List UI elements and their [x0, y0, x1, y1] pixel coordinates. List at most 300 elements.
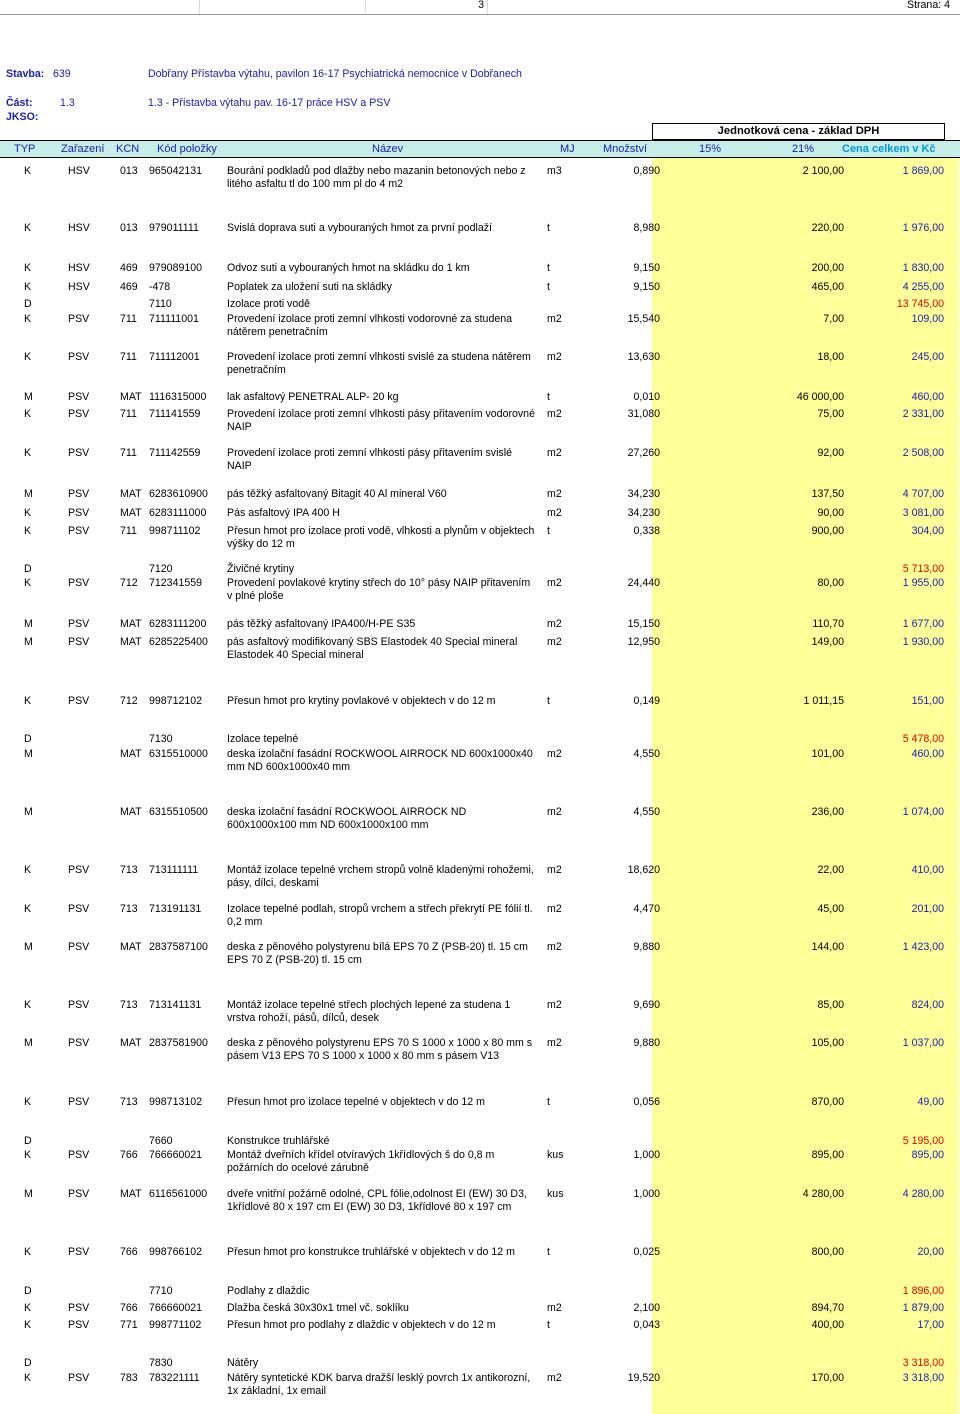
- cell-mj: t: [547, 1096, 550, 1108]
- cell-total: 1 037,00: [902, 1037, 944, 1049]
- cell-kcn: 713: [120, 903, 138, 915]
- cell-zarazeni: PSV: [68, 618, 90, 630]
- cell-kcn: 771: [120, 1319, 138, 1331]
- cell-zarazeni: PSV: [68, 1246, 90, 1258]
- header-cell: [0, 0, 200, 14]
- cell-total: 3 318,00: [902, 1357, 944, 1369]
- cell-kod: 766660021: [149, 1302, 203, 1314]
- col-21: 21%: [792, 143, 815, 155]
- cell-typ: K: [24, 1319, 32, 1331]
- stavba-name: Dobřany Přístavba výtahu, pavilon 16-17 Psychiatrická nemocnice v Dobřanech: [148, 68, 522, 80]
- cell-kod: 7110: [149, 298, 172, 310]
- cell-kod: 6116561000: [149, 1188, 208, 1200]
- cell-kod: 1116315000: [149, 391, 207, 403]
- cell-mnozstvi: 2,100: [633, 1302, 660, 1314]
- cell-kod: 6315510500: [149, 806, 208, 818]
- cell-nazev: Svislá doprava suti a vybouraných hmot za první podlaží: [227, 222, 492, 234]
- cell-total: 1 879,00: [902, 1302, 944, 1314]
- cell-typ: D: [24, 298, 32, 310]
- cell-mnozstvi: 0,056: [633, 1096, 660, 1108]
- col-nazev: Název: [372, 143, 404, 155]
- cell-kcn: MAT: [120, 618, 142, 630]
- cell-total: 4 280,00: [902, 1188, 944, 1200]
- cell-nazev: Odvoz suti a vybouraných hmot na skládku do 1 km: [227, 262, 470, 274]
- cell-total: 1 677,00: [902, 618, 944, 630]
- cell-total: 1 930,00: [902, 636, 944, 648]
- cell-kod: 965042131: [149, 165, 203, 177]
- col-typ: TYP: [14, 143, 36, 155]
- cell-typ: M: [24, 748, 33, 760]
- cell-total: 460,00: [911, 748, 944, 760]
- cell-total: 824,00: [911, 999, 944, 1011]
- cell-kcn: MAT: [120, 391, 142, 403]
- cell-mnozstvi: 19,520: [627, 1372, 660, 1384]
- cell-mj: t: [547, 262, 550, 274]
- cell-zarazeni: PSV: [68, 488, 90, 500]
- cell-mj: m2: [547, 507, 562, 519]
- cell-mnozstvi: 1,000: [633, 1188, 660, 1200]
- cell-kod: 7130: [149, 733, 173, 745]
- cell-typ: K: [24, 408, 32, 420]
- cell-total: 109,00: [911, 313, 944, 325]
- cell-typ: M: [24, 636, 33, 648]
- cell-kcn: 783: [120, 1372, 138, 1384]
- cell-zarazeni: PSV: [68, 1096, 90, 1108]
- cell-nazev: pás těžký asfaltovaný IPA400/H-PE S35: [227, 618, 416, 630]
- cell-typ: D: [24, 1135, 32, 1147]
- cell-unit-price: 7,00: [823, 313, 844, 325]
- cell-mnozstvi: 12,950: [627, 636, 660, 648]
- cell-total: 151,00: [911, 695, 944, 707]
- cell-mj: m2: [547, 864, 562, 876]
- cell-typ: D: [24, 733, 32, 745]
- cell-mj: m2: [547, 903, 562, 915]
- cell-mj: m2: [547, 488, 562, 500]
- cell-kcn: 711: [120, 525, 137, 537]
- cell-mnozstvi: 34,230: [627, 488, 660, 500]
- cell-nazev: deska izolační fasádní ROCKWOOL AIRROCK ND 600x1000x100 mm ND 600x1000x100 mm: [227, 806, 467, 831]
- cell-unit-price: 46 000,00: [796, 391, 844, 403]
- cell-kcn: 713: [120, 1096, 138, 1108]
- cell-kod: 998771102: [149, 1319, 202, 1331]
- cell-unit-price: 75,00: [817, 408, 844, 420]
- cell-mnozstvi: 9,150: [633, 262, 660, 274]
- cell-kcn: 013: [120, 165, 138, 177]
- cell-kod: 7660: [149, 1135, 173, 1147]
- cell-kod: 711142559: [149, 447, 201, 459]
- cell-zarazeni: PSV: [68, 941, 90, 953]
- cell-zarazeni: PSV: [68, 391, 90, 403]
- cell-nazev: Přesun hmot pro krytiny povlakové v objektech v do 12 m: [227, 695, 496, 707]
- cell-typ: K: [24, 864, 32, 876]
- cell-total: 1 896,00: [902, 1285, 944, 1297]
- cell-kod: 6283111200: [149, 618, 207, 630]
- cell-nazev: Přesun hmot pro podlahy z dlaždic v objektech v do 12 m: [227, 1319, 496, 1331]
- cell-nazev: Provedení izolace proti zemní vlhkosti pásy přitavením vodorovné NAIP: [227, 408, 535, 433]
- cell-nazev: pás těžký asfaltovaný Bitagit 40 Al mineral V60: [227, 488, 447, 500]
- cell-kcn: 469: [120, 262, 138, 274]
- cell-mj: m2: [547, 447, 562, 459]
- cell-mj: t: [547, 525, 550, 537]
- cell-unit-price: 45,00: [817, 903, 844, 915]
- cell-zarazeni: PSV: [68, 1319, 90, 1331]
- cell-mnozstvi: 4,470: [633, 903, 660, 915]
- cell-total: 1 869,00: [902, 165, 944, 177]
- cell-mj: m2: [547, 408, 562, 420]
- cell-zarazeni: PSV: [68, 1302, 90, 1314]
- cell-unit-price: 80,00: [817, 577, 844, 589]
- cell-typ: K: [24, 222, 32, 234]
- cell-total: 13 745,00: [896, 298, 944, 310]
- cell-mj: m2: [547, 351, 562, 363]
- cell-mnozstvi: 0,149: [633, 695, 660, 707]
- col-zarazeni: Zařazení: [61, 143, 105, 155]
- cell-mnozstvi: 1,000: [633, 1149, 660, 1161]
- cell-mj: t: [547, 695, 550, 707]
- cell-total: 3 318,00: [902, 1372, 944, 1384]
- cell-mj: t: [547, 391, 550, 403]
- cell-nazev: Provedení izolace proti zemní vlhkosti vodorovné za studena nátěrem penetračním: [227, 313, 513, 338]
- cell-total: 4 255,00: [902, 281, 944, 293]
- cell-typ: K: [24, 262, 32, 274]
- cell-zarazeni: PSV: [68, 1037, 90, 1049]
- cell-kcn: MAT: [120, 806, 142, 818]
- cell-kod: 6283111000: [149, 507, 207, 519]
- cell-kod: 7830: [149, 1357, 173, 1369]
- page-label: Strana: 4: [907, 0, 950, 11]
- cell-mnozstvi: 31,080: [627, 408, 660, 420]
- cell-total: 304,00: [911, 525, 944, 537]
- cell-nazev: Podlahy z dlaždic: [227, 1285, 310, 1297]
- cell-kod: 711141559: [149, 408, 201, 420]
- cell-zarazeni: HSV: [68, 281, 90, 293]
- cell-typ: K: [24, 999, 32, 1011]
- cell-nazev: Konstrukce truhlářské: [227, 1135, 330, 1147]
- cell-typ: K: [24, 1096, 32, 1108]
- cell-total: 1 830,00: [902, 262, 944, 274]
- cell-nazev: Přesun hmot pro izolace proti vodě, vlhkosti a plynům v objektech výšky do 12 m: [227, 525, 535, 550]
- cell-typ: K: [24, 695, 32, 707]
- cell-kod: 712341559: [149, 577, 203, 589]
- cell-unit-price: 1 011,15: [803, 695, 844, 707]
- cell-zarazeni: PSV: [68, 999, 90, 1011]
- cell-mnozstvi: 4,550: [633, 748, 660, 760]
- cell-mj: kus: [547, 1188, 564, 1200]
- col-kod: Kód položky: [157, 143, 217, 155]
- cell-kcn: MAT: [120, 488, 142, 500]
- cell-kod: 998712102: [149, 695, 203, 707]
- cell-total: 5 478,00: [902, 733, 944, 745]
- cell-nazev: Přesun hmot pro izolace tepelné v objektech v do 12 m: [227, 1096, 485, 1108]
- cell-unit-price: 105,00: [811, 1037, 844, 1049]
- cell-total: 245,00: [911, 351, 944, 363]
- cell-nazev: Pás asfaltový IPA 400 H: [227, 507, 340, 519]
- cell-mnozstvi: 0,338: [633, 525, 660, 537]
- cell-unit-price: 800,00: [811, 1246, 844, 1258]
- cell-zarazeni: PSV: [68, 864, 90, 876]
- cell-zarazeni: PSV: [68, 525, 90, 537]
- cell-total: 4 707,00: [902, 488, 944, 500]
- cell-nazev: Montáž dveřních křídel otvíravých 1křídlových š do 0,8 m požárních do ocelové zárubně: [227, 1149, 495, 1174]
- cell-mnozstvi: 0,043: [633, 1319, 660, 1331]
- cell-nazev: Bourání podkladů pod dlažby nebo mazanin betonových nebo z litého asfaltu tl do 100 mm pl do 4 m2: [227, 165, 526, 190]
- cell-nazev: Provedení povlakové krytiny střech do 10° pásy NAIP přitavením v plné ploše: [227, 577, 531, 602]
- cell-nazev: Montáž izolace tepelné vrchem stropů volně kladenými rohožemi, pásy, dílci, deskami: [227, 864, 534, 889]
- cell-unit-price: 110,70: [812, 618, 844, 630]
- unit-price-column-highlight: [652, 158, 959, 1414]
- col-cena-celkem: Cena celkem v Kč: [842, 143, 936, 155]
- cell-unit-price: 22,00: [817, 864, 844, 876]
- cell-nazev: Provedení izolace proti zemní vlhkosti svislé za studena nátěrem penetračním: [227, 351, 531, 376]
- cell-zarazeni: PSV: [68, 903, 90, 915]
- cell-mnozstvi: 15,540: [627, 313, 660, 325]
- cell-kod: 979089100: [149, 262, 203, 274]
- cell-kod: 998713102: [149, 1096, 203, 1108]
- cell-kod: 7120: [149, 563, 173, 575]
- cell-unit-price: 85,00: [817, 999, 844, 1011]
- cell-mj: t: [547, 1319, 550, 1331]
- cell-zarazeni: PSV: [68, 636, 90, 648]
- cell-unit-price: 92,00: [817, 447, 844, 459]
- cell-kod: 2837581900: [149, 1037, 208, 1049]
- cell-mnozstvi: 13,630: [627, 351, 660, 363]
- cell-nazev: deska z pěnového polystyrenu EPS 70 S 1000 x 1000 x 80 mm s pásem V13 EPS 70 S 1000 x 1000 x 80 mm s pásem V13: [227, 1037, 533, 1062]
- cell-kcn: 766: [120, 1246, 138, 1258]
- cell-mnozstvi: 8,980: [633, 222, 660, 234]
- cell-nazev: Provedení izolace proti zemní vlhkosti pásy přitavením svislé NAIP: [227, 447, 512, 472]
- cell-typ: M: [24, 1188, 33, 1200]
- cell-zarazeni: HSV: [68, 262, 90, 274]
- cell-mj: t: [547, 281, 550, 293]
- cell-total: 1 976,00: [902, 222, 944, 234]
- column-header-row: [0, 140, 960, 158]
- cell-kcn: 711: [120, 408, 137, 420]
- cell-total: 410,00: [911, 864, 944, 876]
- cell-total: 1 074,00: [902, 806, 944, 818]
- cast-label: Část:: [6, 97, 33, 109]
- col-mnozstvi: Množství: [603, 143, 648, 155]
- cell-mnozstvi: 0,010: [633, 391, 660, 403]
- cell-kod: 713191131: [149, 903, 202, 915]
- cast-code: 1.3: [60, 97, 75, 109]
- cell-total: 2 331,00: [902, 408, 944, 420]
- cell-kcn: MAT: [120, 636, 142, 648]
- cell-zarazeni: PSV: [68, 1372, 90, 1384]
- cell-typ: K: [24, 165, 32, 177]
- cell-kcn: 713: [120, 999, 138, 1011]
- cell-unit-price: 220,00: [811, 222, 844, 234]
- cell-zarazeni: PSV: [68, 447, 90, 459]
- jkso-label: JKSO:: [6, 111, 39, 123]
- cell-nazev: deska z pěnového polystyrenu bílá EPS 70 Z (PSB-20) tl. 15 cm EPS 70 Z (PSB-20) tl. 15 cm: [227, 941, 528, 966]
- cell-mj: m2: [547, 806, 562, 818]
- cell-zarazeni: PSV: [68, 507, 90, 519]
- cell-kod: 998711102: [149, 525, 201, 537]
- cell-mj: m2: [547, 1037, 562, 1049]
- cell-typ: K: [24, 507, 32, 519]
- cell-nazev: lak asfaltový PENETRAL ALP- 20 kg: [227, 391, 399, 403]
- cell-nazev: Dlažba česká 30x30x1 tmel vč. soklíku: [227, 1302, 409, 1314]
- cell-total: 3 081,00: [902, 507, 944, 519]
- unit-price-group-header: Jednotková cena - základ DPH: [652, 123, 945, 140]
- cell-nazev: Izolace tepelné podlah, stropů vrchem a střech překrytí PE fólií tl. 0,2 mm: [227, 903, 533, 928]
- cell-kcn: 766: [120, 1302, 138, 1314]
- cell-kod: 7710: [149, 1285, 173, 1297]
- cell-mj: m2: [547, 577, 562, 589]
- cell-typ: D: [24, 1285, 32, 1297]
- cast-name: 1.3 - Přístavba výtahu pav. 16-17 práce HSV a PSV: [148, 97, 391, 109]
- cell-mnozstvi: 34,230: [627, 507, 660, 519]
- cell-kod: 6283610900: [149, 488, 208, 500]
- cell-kod: 6315510000: [149, 748, 208, 760]
- cell-typ: M: [24, 806, 33, 818]
- cell-typ: K: [24, 525, 32, 537]
- cell-typ: M: [24, 1037, 33, 1049]
- cell-kcn: 712: [120, 577, 138, 589]
- cell-mj: m2: [547, 618, 562, 630]
- cell-kcn: 013: [120, 222, 138, 234]
- cell-kcn: 766: [120, 1149, 138, 1161]
- cell-typ: K: [24, 1302, 32, 1314]
- cell-mj: m3: [547, 165, 562, 177]
- cell-kod: 6285225400: [149, 636, 208, 648]
- cell-kcn: MAT: [120, 748, 142, 760]
- cell-typ: K: [24, 903, 32, 915]
- cell-unit-price: 236,00: [811, 806, 844, 818]
- cell-total: 20,00: [917, 1246, 944, 1258]
- cell-kod: 766660021: [149, 1149, 203, 1161]
- cell-nazev: pás asfaltový modifikovaný SBS Elastodek 40 Special mineral Elastodek 40 Special mineral: [227, 636, 518, 661]
- cell-nazev: Nátěry syntetické KDK barva dražší lesklý povrch 1x antikorozní, 1x základní, 1x email: [227, 1372, 531, 1397]
- cell-zarazeni: PSV: [68, 408, 90, 420]
- cell-zarazeni: PSV: [68, 313, 90, 325]
- cell-nazev: dveře vnitřní požárně odolné, CPL fólie,odolnost EI (EW) 30 D3, 1křídlové 80 x 197 cm EI (EW) 30 D3, 1křídlové 80 x 197 cm: [227, 1188, 527, 1213]
- cell-mnozstvi: 27,260: [627, 447, 660, 459]
- cell-mnozstvi: 0,890: [633, 165, 660, 177]
- cell-unit-price: 2 100,00: [802, 165, 844, 177]
- cell-kcn: 711: [120, 313, 137, 325]
- cell-total: 17,00: [917, 1319, 944, 1331]
- cell-kcn: MAT: [120, 1188, 142, 1200]
- cell-unit-price: 895,00: [811, 1149, 844, 1161]
- cell-total: 460,00: [911, 391, 944, 403]
- cell-zarazeni: HSV: [68, 165, 90, 177]
- cell-typ: M: [24, 391, 33, 403]
- cell-kod: 979011111: [149, 222, 199, 234]
- stavba-label: Stavba:: [6, 68, 45, 80]
- cell-kcn: 469: [120, 281, 138, 293]
- cell-mj: m2: [547, 748, 562, 760]
- cell-kod: 783221111: [149, 1372, 200, 1384]
- cell-total: 5 195,00: [902, 1135, 944, 1147]
- cell-typ: K: [24, 1372, 32, 1384]
- cell-total: 1 423,00: [902, 941, 944, 953]
- cell-mnozstvi: 9,880: [633, 1037, 660, 1049]
- cell-typ: M: [24, 941, 33, 953]
- page-number: 3: [366, 0, 488, 14]
- cell-unit-price: 465,00: [811, 281, 844, 293]
- cell-mj: m2: [547, 1302, 562, 1314]
- cell-unit-price: 137,50: [811, 488, 844, 500]
- cell-kod: 998766102: [149, 1246, 203, 1258]
- cell-unit-price: 90,00: [817, 507, 844, 519]
- cell-mj: m2: [547, 313, 562, 325]
- cell-mj: m2: [547, 636, 562, 648]
- header-cell: [200, 0, 366, 14]
- cell-total: 1 955,00: [902, 577, 944, 589]
- cell-kod: 711112001: [149, 351, 200, 363]
- cell-typ: K: [24, 281, 32, 293]
- cell-zarazeni: PSV: [68, 577, 90, 589]
- cell-zarazeni: HSV: [68, 222, 90, 234]
- col-mj: MJ: [560, 143, 575, 155]
- cell-total: 2 508,00: [902, 447, 944, 459]
- cell-typ: K: [24, 351, 32, 363]
- cell-unit-price: 4 280,00: [802, 1188, 844, 1200]
- col-kcn: KCN: [116, 143, 140, 155]
- cell-nazev: deska izolační fasádní ROCKWOOL AIRROCK ND 600x1000x40 mm ND 600x1000x40 mm: [227, 748, 533, 773]
- cell-kod: 711111001: [149, 313, 199, 325]
- cell-nazev: Živičné krytiny: [227, 563, 295, 575]
- cell-nazev: Izolace tepelné: [227, 733, 299, 745]
- cell-typ: K: [24, 447, 32, 459]
- cell-typ: K: [24, 1149, 32, 1161]
- cell-mj: m2: [547, 999, 562, 1011]
- cell-nazev: Izolace proti vodě: [227, 298, 311, 310]
- cell-zarazeni: PSV: [68, 1149, 90, 1161]
- cell-unit-price: 101,00: [811, 748, 844, 760]
- cell-mj: t: [547, 222, 550, 234]
- cell-mj: m2: [547, 1372, 562, 1384]
- cell-kod: 2837587100: [149, 941, 208, 953]
- cell-kcn: MAT: [120, 941, 142, 953]
- cell-mnozstvi: 4,550: [633, 806, 660, 818]
- cell-mnozstvi: 9,880: [633, 941, 660, 953]
- cell-nazev: Nátěry: [227, 1357, 259, 1369]
- cell-unit-price: 200,00: [811, 262, 844, 274]
- cell-mj: t: [547, 1246, 550, 1258]
- cell-unit-price: 870,00: [811, 1096, 844, 1108]
- cell-total: 49,00: [917, 1096, 944, 1108]
- cell-nazev: Montáž izolace tepelné střech plochých lepené za studena 1 vrstva rohoží, pásů, dílců, desek: [227, 999, 511, 1024]
- cell-kod: -478: [149, 281, 171, 293]
- cell-kcn: 712: [120, 695, 138, 707]
- cell-kcn: 711: [120, 447, 137, 459]
- cell-kod: 713141131: [149, 999, 202, 1011]
- cell-zarazeni: PSV: [68, 1188, 90, 1200]
- cell-zarazeni: PSV: [68, 351, 90, 363]
- cell-nazev: Přesun hmot pro konstrukce truhlářské v objektech v do 12 m: [227, 1246, 515, 1258]
- cell-kod: 713111111: [149, 864, 199, 876]
- cell-total: 201,00: [911, 903, 944, 915]
- cell-kcn: 713: [120, 864, 138, 876]
- stavba-code: 639: [53, 68, 71, 80]
- cell-typ: D: [24, 563, 32, 575]
- cell-mnozstvi: 9,690: [633, 999, 660, 1011]
- cell-mj: kus: [547, 1149, 564, 1161]
- cell-unit-price: 18,00: [817, 351, 844, 363]
- cell-unit-price: 400,00: [811, 1319, 844, 1331]
- cell-kcn: 711: [120, 351, 137, 363]
- cell-typ: M: [24, 618, 33, 630]
- page-header: [0, 0, 960, 14]
- cell-total: 5 713,00: [902, 563, 944, 575]
- cell-unit-price: 149,00: [811, 636, 844, 648]
- cell-zarazeni: PSV: [68, 695, 90, 707]
- cell-unit-price: 900,00: [811, 525, 844, 537]
- cell-mnozstvi: 9,150: [633, 281, 660, 293]
- cell-kcn: MAT: [120, 507, 142, 519]
